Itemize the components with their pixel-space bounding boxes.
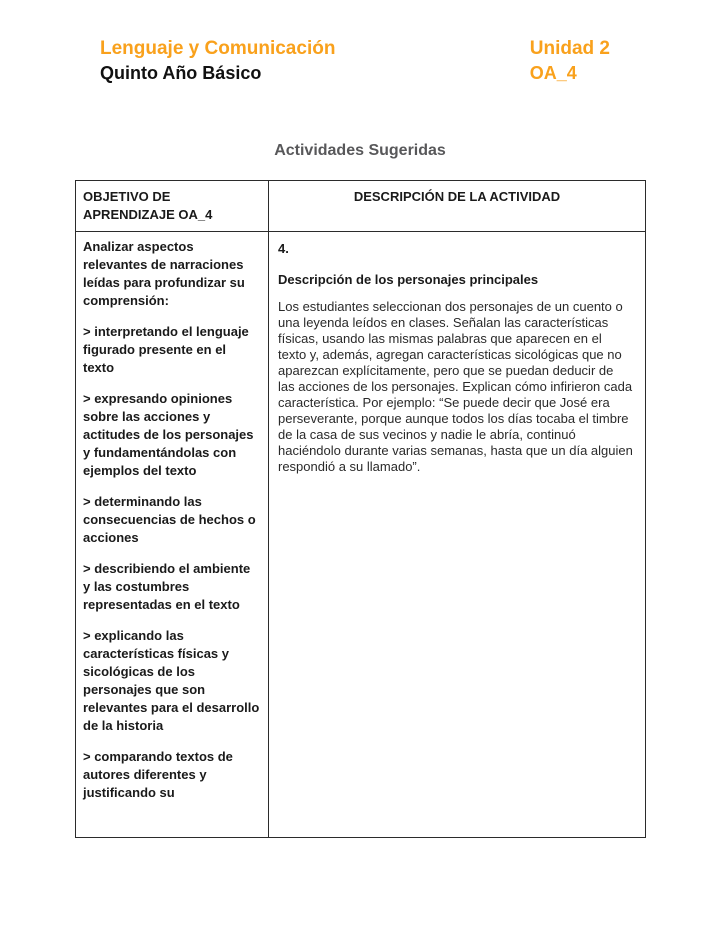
objective-item: > interpretando el lenguaje figurado presente en el texto <box>83 324 249 375</box>
unit-label: Unidad 2 <box>529 38 610 59</box>
activity-cell-content <box>269 232 645 836</box>
objective-intro: Analizar aspectos relevantes de narraciones leídas para profundizar su comprensión: <box>83 239 245 308</box>
objective-item: > determinando las consecuencias de hechos o acciones <box>83 494 256 545</box>
activity-table <box>75 180 646 838</box>
table-header-objective: OBJETIVO DE APRENDIZAJE OA_4 <box>76 181 269 232</box>
table-header-description: DESCRIPCIÓN DE LA ACTIVIDAD <box>269 181 646 232</box>
doc-title: Lenguaje y Comunicación <box>100 38 336 59</box>
table-body-row <box>76 232 646 838</box>
activity-subtitle: Descripción de los personajes principales <box>278 272 539 287</box>
objective-item: > describiendo el ambiente y las costumbres representadas en el texto <box>83 561 251 612</box>
objective-item: > explicando las características físicas y sicológicas de los personajes que son relevantes para el desarrollo de la historia <box>83 628 260 733</box>
objective-cell <box>76 232 269 838</box>
doc-subtitle: Quinto Año Básico <box>100 63 262 83</box>
activity-cell <box>269 232 646 838</box>
activity-number: 4. <box>278 241 289 256</box>
header-left-block <box>100 36 335 86</box>
header-right-block <box>530 36 610 86</box>
section-title: Actividades Sugeridas <box>274 142 446 159</box>
objective-item: > comparando textos de autores diferentes y justificando su <box>83 749 233 800</box>
oa-label: OA_4 <box>529 63 577 83</box>
document-header <box>0 36 720 86</box>
objective-item: > expresando opiniones sobre las acciones y actitudes de los personajes y fundamentándolas con ejemplos del texto <box>83 391 254 478</box>
table-header-row <box>76 181 646 232</box>
objective-cell-content <box>76 232 268 836</box>
activity-body: Los estudiantes seleccionan dos personajes de un cuento o una leyenda leídos en clases. Señalan las características físicas, usando las mismas palabras que aparecen en el texto y, además, agregan características sicológicas que no aparezcan explícitamente, pero que se puedan deducir de las acciones de los personajes. Explican cómo infirieron cada característica. Por ejemplo: “Se puede decir que José era perseverante, porque aunque todos los días tocaba el timbre de la casa de sus vecinos y nadie le abría, continuó haciéndolo durante varias semanas, hasta que un día alguien respondió a su llamado”. <box>278 299 633 474</box>
